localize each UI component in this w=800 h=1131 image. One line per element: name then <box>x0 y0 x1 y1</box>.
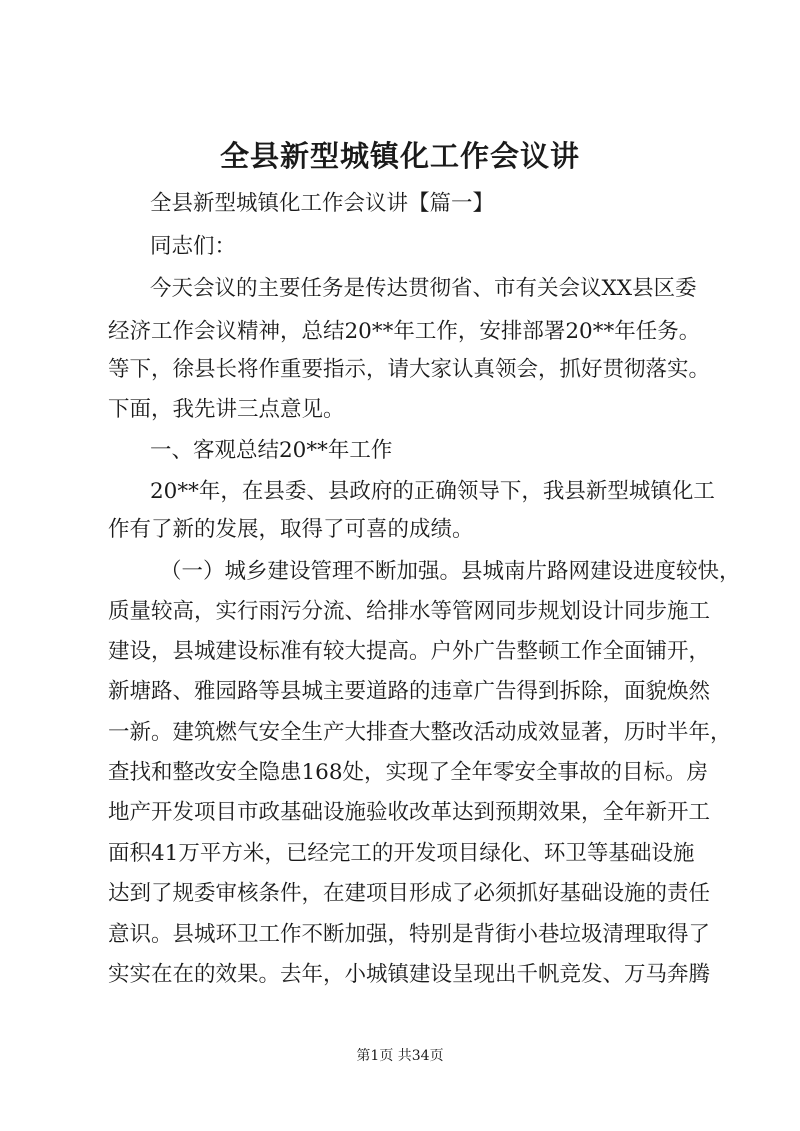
salutation: 同志们： <box>150 234 237 259</box>
paragraph-line: 意识。县城环卫工作不断加强，特别是背街小巷垃圾清理取得了 <box>108 922 711 947</box>
paragraph-line: 20**年，在县委、县政府的正确领导下，我县新型城镇化工 <box>150 479 715 504</box>
paragraph-line: 地产开发项目市政基础设施验收改革达到预期效果，全年新开工 <box>108 800 711 825</box>
paragraph-line: 实实在在的效果。去年，小城镇建设呈现出千帆竞发、万马奔腾 <box>108 962 711 987</box>
paragraph-line: 建设，县城建设标准有较大提高。户外广告整顿工作全面铺开， <box>108 639 711 664</box>
paragraph-line: 质量较高，实行雨污分流、给排水等管网同步规划设计同步施工 <box>108 599 711 624</box>
paragraph-line: 一新。建筑燃气安全生产大排查大整改活动成效显著，历时半年， <box>108 720 732 745</box>
section-heading: 全县新型城镇化工作会议讲【篇一】 <box>150 191 495 216</box>
section-heading: 一、客观总结20**年工作 <box>150 438 393 463</box>
paragraph-line: 新塘路、雅园路等县城主要道路的违章广告得到拆除，面貌焕然 <box>108 679 711 704</box>
page-number: 第1页 共34页 <box>356 1048 444 1064</box>
paragraph-line: 查找和整改安全隐患168处，实现了全年零安全事故的目标。房 <box>108 760 709 785</box>
paragraph-line: （一）城乡建设管理不断加强。县城南片路网建设进度较快， <box>160 559 741 584</box>
paragraph-line: 今天会议的主要任务是传达贯彻省、市有关会议XX县区委 <box>150 276 697 301</box>
paragraph-line: 达到了规委审核条件，在建项目形成了必须抓好基础设施的责任 <box>108 881 711 906</box>
paragraph-line: 作有了新的发展，取得了可喜的成绩。 <box>108 517 474 542</box>
paragraph-line: 面积41万平方米，已经完工的开发项目绿化、环卫等基础设施 <box>108 841 695 866</box>
paragraph-line: 经济工作会议精神，总结20**年工作，安排部署20**年任务。 <box>108 319 701 344</box>
paragraph-line: 等下，徐县长将作重要指示，请大家认真领会，抓好贯彻落实。 <box>108 357 711 382</box>
document-title: 全县新型城镇化工作会议讲 <box>219 139 580 173</box>
paragraph-line: 下面，我先讲三点意见。 <box>108 397 345 422</box>
